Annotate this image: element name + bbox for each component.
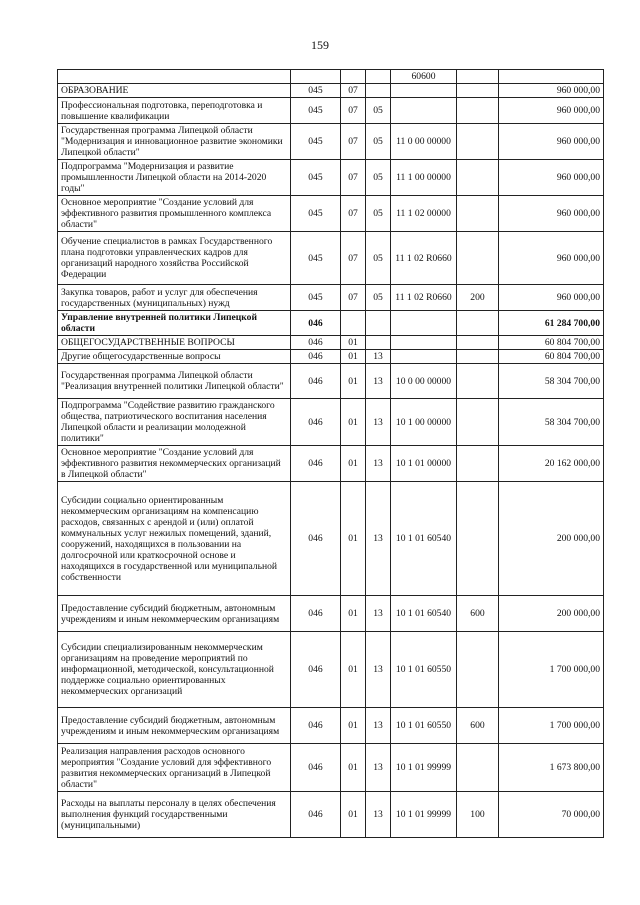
table-row: [58, 350, 604, 364]
row-target-article: 11 0 00 00000: [391, 124, 457, 160]
budget-table: [57, 69, 604, 838]
row-admin-code: 046: [291, 399, 341, 446]
row-section: 07: [341, 285, 366, 311]
row-target-article: [391, 98, 457, 124]
row-target-article: 60600: [391, 70, 457, 84]
row-admin-code: 045: [291, 124, 341, 160]
table-row: [58, 84, 604, 98]
row-admin-code: 046: [291, 482, 341, 596]
row-amount: 60 804 700,00: [499, 350, 604, 364]
row-subsection: [366, 336, 391, 350]
row-section: 07: [341, 124, 366, 160]
row-name: Обучение специалистов в рамках Государственного плана подготовки управленческих кадров для организаций народного хозяйства Российской Федерации: [58, 232, 291, 285]
row-expense-type: 600: [457, 708, 499, 744]
row-subsection: 13: [366, 596, 391, 632]
row-expense-type: [457, 70, 499, 84]
row-target-article: 10 1 01 00000: [391, 446, 457, 482]
row-target-article: [391, 311, 457, 336]
row-subsection: 13: [366, 446, 391, 482]
row-subsection: 13: [366, 364, 391, 399]
row-subsection: 05: [366, 160, 391, 196]
row-admin-code: 045: [291, 160, 341, 196]
table-row: [58, 792, 604, 838]
table-row: [58, 632, 604, 708]
row-name: Государственная программа Липецкой области "Модернизация и инновационное развитие экономики Липецкой области": [58, 124, 291, 160]
table-row: [58, 311, 604, 336]
row-expense-type: [457, 124, 499, 160]
row-name: ОБЩЕГОСУДАРСТВЕННЫЕ ВОПРОСЫ: [58, 336, 291, 350]
table-row: [58, 336, 604, 350]
table-row: [58, 708, 604, 744]
row-expense-type: 100: [457, 792, 499, 838]
table-row: [58, 596, 604, 632]
row-expense-type: [457, 196, 499, 232]
row-subsection: [366, 70, 391, 84]
row-name: [58, 70, 291, 84]
row-admin-code: 046: [291, 792, 341, 838]
row-section: 01: [341, 708, 366, 744]
row-amount: 58 304 700,00: [499, 399, 604, 446]
row-section: 01: [341, 744, 366, 792]
row-amount: 61 284 700,00: [499, 311, 604, 336]
row-target-article: 10 1 01 60540: [391, 596, 457, 632]
table-row: [58, 70, 604, 84]
table-row: [58, 196, 604, 232]
row-amount: 960 000,00: [499, 160, 604, 196]
row-expense-type: [457, 399, 499, 446]
row-section: 01: [341, 446, 366, 482]
table-row: [58, 285, 604, 311]
row-section: 01: [341, 364, 366, 399]
row-admin-code: 045: [291, 232, 341, 285]
row-expense-type: [457, 364, 499, 399]
row-admin-code: 046: [291, 744, 341, 792]
row-admin-code: 046: [291, 596, 341, 632]
row-section: 07: [341, 232, 366, 285]
row-name: Профессиональная подготовка, переподготовка и повышение квалификации: [58, 98, 291, 124]
row-expense-type: [457, 311, 499, 336]
row-name: Расходы на выплаты персоналу в целях обеспечения выполнения функций государственными (муниципальными): [58, 792, 291, 838]
row-expense-type: 200: [457, 285, 499, 311]
row-target-article: 10 1 01 99999: [391, 744, 457, 792]
row-amount: 1 700 000,00: [499, 632, 604, 708]
row-subsection: 05: [366, 232, 391, 285]
row-target-article: 10 1 01 60550: [391, 632, 457, 708]
row-admin-code: 046: [291, 446, 341, 482]
row-admin-code: 046: [291, 350, 341, 364]
row-section: [341, 311, 366, 336]
row-amount: 70 000,00: [499, 792, 604, 838]
row-amount: [499, 70, 604, 84]
page-number: 159: [311, 38, 329, 52]
row-name: Субсидии социально ориентированным некоммерческим организациям на компенсацию расходов, связанных с арендой и (или) оплатой коммунальных услуг нежилых помещений, зданий, сооружений, находящихся в пользовании на долгосрочной или краткосрочной основе и находящихся в государственной или муниципальной собственности: [58, 482, 291, 596]
table-row: [58, 160, 604, 196]
row-target-article: 11 1 02 R0660: [391, 232, 457, 285]
row-target-article: 11 1 02 R0660: [391, 285, 457, 311]
row-subsection: [366, 311, 391, 336]
row-target-article: [391, 350, 457, 364]
row-amount: 960 000,00: [499, 285, 604, 311]
row-section: 01: [341, 399, 366, 446]
row-subsection: 13: [366, 399, 391, 446]
row-admin-code: 046: [291, 708, 341, 744]
row-section: 07: [341, 160, 366, 196]
row-section: 01: [341, 350, 366, 364]
row-admin-code: 046: [291, 364, 341, 399]
row-target-article: 11 1 00 00000: [391, 160, 457, 196]
row-expense-type: 600: [457, 596, 499, 632]
row-expense-type: [457, 632, 499, 708]
row-admin-code: 046: [291, 336, 341, 350]
row-subsection: 13: [366, 792, 391, 838]
row-expense-type: [457, 482, 499, 596]
row-amount: 60 804 700,00: [499, 336, 604, 350]
row-admin-code: [291, 70, 341, 84]
row-target-article: 10 1 01 60550: [391, 708, 457, 744]
row-subsection: 05: [366, 124, 391, 160]
row-subsection: 13: [366, 482, 391, 596]
row-amount: 20 162 000,00: [499, 446, 604, 482]
table-row: [58, 98, 604, 124]
row-subsection: 13: [366, 744, 391, 792]
row-subsection: 13: [366, 708, 391, 744]
row-expense-type: [457, 160, 499, 196]
row-section: 07: [341, 196, 366, 232]
table-row: [58, 399, 604, 446]
row-name: Подпрограмма "Модернизация и развитие промышленности Липецкой области на 2014-2020 годы": [58, 160, 291, 196]
row-name: Предоставление субсидий бюджетным, автономным учреждениям и иным некоммерческим организациям: [58, 596, 291, 632]
row-section: 07: [341, 84, 366, 98]
row-expense-type: [457, 744, 499, 792]
table-row: [58, 124, 604, 160]
row-amount: 960 000,00: [499, 196, 604, 232]
row-admin-code: 046: [291, 632, 341, 708]
row-section: 01: [341, 596, 366, 632]
row-target-article: 11 1 02 00000: [391, 196, 457, 232]
row-name: Управление внутренней политики Липецкой области: [58, 311, 291, 336]
row-name: Государственная программа Липецкой области "Реализация внутренней политики Липецкой области": [58, 364, 291, 399]
row-target-article: [391, 336, 457, 350]
row-section: 01: [341, 632, 366, 708]
row-section: 01: [341, 336, 366, 350]
row-target-article: 10 1 00 00000: [391, 399, 457, 446]
row-expense-type: [457, 350, 499, 364]
row-amount: 1 700 000,00: [499, 708, 604, 744]
table-row: [58, 446, 604, 482]
row-amount: 200 000,00: [499, 482, 604, 596]
row-amount: 200 000,00: [499, 596, 604, 632]
row-amount: 1 673 800,00: [499, 744, 604, 792]
table-row: [58, 482, 604, 596]
table-row: [58, 364, 604, 399]
row-subsection: [366, 84, 391, 98]
row-subsection: 05: [366, 196, 391, 232]
row-subsection: 05: [366, 285, 391, 311]
row-admin-code: 046: [291, 311, 341, 336]
row-subsection: 13: [366, 350, 391, 364]
row-section: [341, 70, 366, 84]
row-amount: 960 000,00: [499, 124, 604, 160]
row-expense-type: [457, 84, 499, 98]
row-admin-code: 045: [291, 98, 341, 124]
row-name: Предоставление субсидий бюджетным, автономным учреждениям и иным некоммерческим организациям: [58, 708, 291, 744]
row-name: Подпрограмма "Содействие развитию гражданского общества, патриотического воспитания населения Липецкой области и реализации молодежной политики": [58, 399, 291, 446]
row-admin-code: 045: [291, 196, 341, 232]
row-subsection: 05: [366, 98, 391, 124]
row-target-article: 10 1 01 60540: [391, 482, 457, 596]
row-name: Реализация направления расходов основного мероприятия "Создание условий для эффективного развития некоммерческих организаций в Липецкой области": [58, 744, 291, 792]
row-section: 01: [341, 792, 366, 838]
row-name: Основное мероприятие "Создание условий для эффективного развития некоммерческих организаций в Липецкой области": [58, 446, 291, 482]
row-section: 07: [341, 98, 366, 124]
row-amount: 960 000,00: [499, 84, 604, 98]
row-expense-type: [457, 446, 499, 482]
table-row: [58, 744, 604, 792]
row-expense-type: [457, 232, 499, 285]
row-amount: 58 304 700,00: [499, 364, 604, 399]
row-expense-type: [457, 336, 499, 350]
row-subsection: 13: [366, 632, 391, 708]
table-row: [58, 232, 604, 285]
row-name: Основное мероприятие "Создание условий для эффективного развития промышленного комплекса области": [58, 196, 291, 232]
row-target-article: 10 0 00 00000: [391, 364, 457, 399]
row-target-article: [391, 84, 457, 98]
row-amount: 960 000,00: [499, 232, 604, 285]
row-name: ОБРАЗОВАНИЕ: [58, 84, 291, 98]
row-expense-type: [457, 98, 499, 124]
row-admin-code: 045: [291, 84, 341, 98]
row-admin-code: 045: [291, 285, 341, 311]
row-name: Субсидии специализированным некоммерческим организациям на проведение мероприятий по информационной, методической, консультационной поддержке социально ориентированных некоммерческих организаций: [58, 632, 291, 708]
row-target-article: 10 1 01 99999: [391, 792, 457, 838]
row-name: Другие общегосударственные вопросы: [58, 350, 291, 364]
row-section: 01: [341, 482, 366, 596]
row-amount: 960 000,00: [499, 98, 604, 124]
row-name: Закупка товаров, работ и услуг для обеспечения государственных (муниципальных) нужд: [58, 285, 291, 311]
